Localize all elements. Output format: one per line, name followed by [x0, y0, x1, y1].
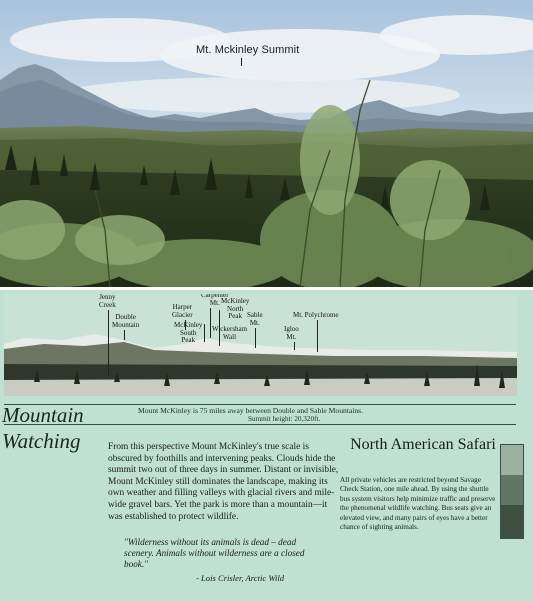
summit-height: Summit height: 20,320ft. — [248, 415, 321, 423]
pointer-igloo-mt — [294, 342, 295, 350]
label-mckinley-south-peak: McKinley South Peak — [174, 321, 203, 344]
side-photo-thumbnail — [500, 444, 524, 539]
landscape-photo — [0, 0, 533, 287]
title-line-2: Watching — [2, 429, 81, 453]
label-double-mountain: Double Mountain — [112, 313, 140, 329]
label-mckinley-north-peak: McKinley North Peak — [221, 297, 250, 320]
panorama-caption: Mount McKinley is 75 miles away between Double and Sable Mountains. — [138, 406, 364, 415]
label-mt-polychrome: Mt. Polychrome — [293, 311, 339, 319]
pointer-jenny-creek — [108, 310, 109, 376]
summit-marker-line — [241, 58, 242, 66]
label-harper-glacier: Harper Glacier — [172, 303, 193, 319]
panorama-art — [4, 294, 517, 396]
pointer-double-mountain — [124, 330, 125, 340]
label-wickersham-wall: Wickersham Wall — [212, 325, 248, 341]
pointer-sable-mt — [255, 328, 256, 348]
quote-attribution: - Lois Crisler, Arctic Wild — [196, 573, 285, 583]
wilderness-quote: "Wilderness without its animals is dead – dead scenery. Animals without wilderness are a closed book." — [124, 537, 305, 570]
panorama-illustration — [4, 294, 517, 396]
pointer-mt-polychrome — [317, 320, 318, 352]
pointer-mckinley-south-peak — [204, 324, 205, 342]
safari-body-text: All private vehicles are restricted beyond Savage Check Station, one mile ahead. By using the shuttle bus system visitors help minimize traffic and preserve the phenomenal wildlife watching. Bus seats give an elevated view, and many pairs of eyes have a better chance of sighting animals. — [340, 476, 496, 532]
title-line-1: Mountain — [2, 403, 84, 427]
summit-label: Mt. Mckinley Summit — [196, 44, 300, 56]
safari-title: North American Safari — [350, 436, 496, 453]
label-sable-mt: Sable Mt. — [247, 311, 263, 327]
label-carpenter-mt: Carpenter Mt. — [201, 294, 229, 307]
main-body-text: From this perspective Mount McKinley's true scale is obscured by foothills and intervening peaks. Clouds hide the summit two out of three days in summer. Distant or invisible, Mount McKinley still dominates the landscape, making its own weather and filling valleys with glacial rivers and mile-wide gravel bars. Yet the park is more than a mountain—it was established to protect wildlife. — [108, 442, 339, 522]
side-photo-art — [501, 445, 523, 538]
pointer-carpenter-mt — [210, 308, 211, 338]
label-jenny-creek: Jenny Creek — [99, 294, 116, 309]
label-igloo-mt: Igloo Mt. — [284, 325, 299, 341]
interpretive-sign — [0, 290, 533, 601]
